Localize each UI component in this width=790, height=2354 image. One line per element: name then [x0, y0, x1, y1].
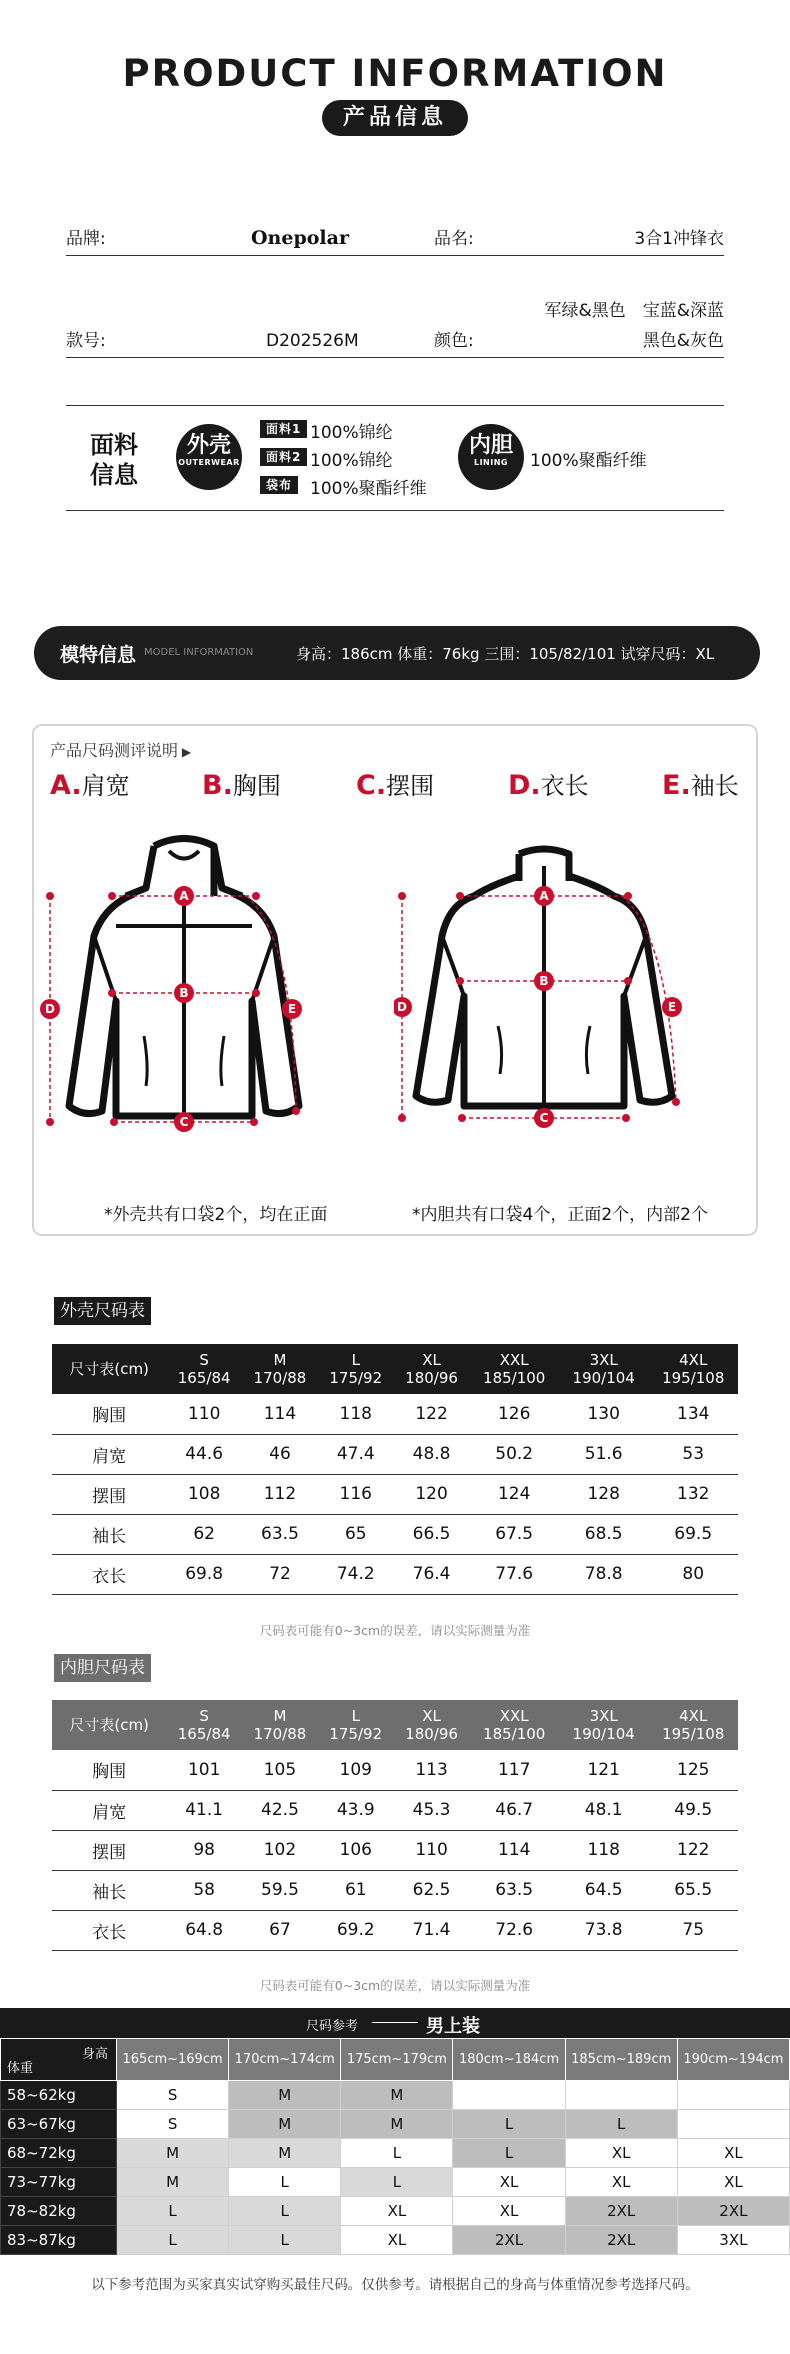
ref-size-cell: L — [117, 2226, 229, 2255]
outer-table-cell: 47.4 — [318, 1434, 394, 1474]
outer-table-cell: 44.6 — [166, 1434, 242, 1474]
ref-height-col: 165cm~169cm — [117, 2039, 229, 2081]
ref-size-cell — [565, 2081, 677, 2110]
outer-table-cell: 74.2 — [318, 1554, 394, 1594]
outer-table-cell: 67.5 — [469, 1514, 559, 1554]
ref-height-col: 185cm~189cm — [565, 2039, 677, 2081]
outer-table-row — [52, 1554, 738, 1594]
ref-size-cell: 3XL — [677, 2226, 789, 2255]
color-label: 颜色: — [434, 331, 474, 351]
name-value: 3合1冲锋衣 — [634, 229, 724, 249]
ref-height-col: 170cm~174cm — [229, 2039, 341, 2081]
page-title: PRODUCT INFORMATION — [122, 52, 668, 95]
outer-table-cell: 128 — [559, 1474, 649, 1514]
ref-height-col: 175cm~179cm — [341, 2039, 453, 2081]
outer-head-label: 尺寸表(cm) — [52, 1344, 166, 1394]
inner-table-cell: 110 — [394, 1830, 470, 1870]
outer-table-cell: 69.5 — [648, 1514, 738, 1554]
inner-table-row-label: 摆围 — [52, 1830, 166, 1870]
measure-label-a: A.肩宽 — [50, 770, 130, 801]
outer-table-cell: 48.8 — [394, 1434, 470, 1474]
inner-table-row — [52, 1870, 738, 1910]
ref-size-cell: M — [229, 2110, 341, 2139]
model-label: 模特信息 — [60, 644, 137, 666]
inner-table-cell: 65.5 — [648, 1870, 738, 1910]
ref-size-cell: XL — [565, 2168, 677, 2197]
outer-table-note: 尺码表可能有0~3cm的误差，请以实际测量为准 — [259, 1623, 531, 1638]
outer-table-cell: 77.6 — [469, 1554, 559, 1594]
inner-table-row — [52, 1830, 738, 1870]
outer-table-cell: 63.5 — [242, 1514, 318, 1554]
outer-table-row — [52, 1394, 738, 1434]
ref-size-cell: S — [117, 2081, 229, 2110]
ref-size-cell: L — [229, 2197, 341, 2226]
measure-label-e: E.袖长 — [662, 770, 739, 801]
inner-mark-c: C — [539, 1111, 549, 1125]
fabric-text-3: 100%聚酯纤维 — [310, 479, 427, 499]
color-value-line2: 黑色&灰色 — [642, 331, 724, 351]
outer-table-cell: 126 — [469, 1394, 559, 1434]
code-label: 款号: — [66, 331, 106, 351]
inner-table-cell: 61 — [318, 1870, 394, 1910]
outer-table-row — [52, 1514, 738, 1554]
ref-size-cell: M — [229, 2139, 341, 2168]
lining-badge: 内胆 LINING — [458, 424, 524, 490]
outer-table-cell: 116 — [318, 1474, 394, 1514]
outer-head-size: L 175/92 — [318, 1344, 394, 1394]
ref-size-cell: M — [117, 2168, 229, 2197]
inner-table-cell: 69.2 — [318, 1910, 394, 1950]
fabric-tag-3: 袋布 — [260, 476, 298, 494]
ref-weight-label: 73~77kg — [1, 2168, 117, 2197]
inner-head-label: 尺寸表(cm) — [52, 1700, 166, 1750]
inner-table-cell: 43.9 — [318, 1790, 394, 1830]
ref-bar-big: 男上装 — [426, 2016, 480, 2037]
ref-weight-label: 78~82kg — [1, 2197, 117, 2226]
ref-size-cell: XL — [453, 2197, 565, 2226]
inner-table-cell: 45.3 — [394, 1790, 470, 1830]
outer-table-cell: 65 — [318, 1514, 394, 1554]
brand-value: Onepolar — [251, 227, 349, 249]
color-value-line1: 军绿&黑色 宝蓝&深蓝 — [544, 301, 724, 321]
inner-table-cell: 106 — [318, 1830, 394, 1870]
inner-table-cell: 118 — [559, 1830, 649, 1870]
inner-head-size: 4XL 195/108 — [648, 1700, 738, 1750]
model-label-en: MODEL INFORMATION — [144, 647, 254, 658]
ref-size-cell: 2XL — [565, 2226, 677, 2255]
inner-table-cell: 98 — [166, 1830, 242, 1870]
outer-mark-a: A — [179, 889, 189, 903]
ref-size-cell: 2XL — [565, 2197, 677, 2226]
inner-table-tag: 内胆尺码表 — [54, 1654, 151, 1682]
page-subtitle: 产品信息 — [322, 100, 468, 136]
inner-table-cell: 72.6 — [469, 1910, 559, 1950]
inner-table-row-label: 袖长 — [52, 1870, 166, 1910]
inner-table-row-label: 衣长 — [52, 1910, 166, 1950]
ref-size-cell: XL — [677, 2139, 789, 2168]
ref-size-cell: XL — [341, 2197, 453, 2226]
inner-table-cell: 48.1 — [559, 1790, 649, 1830]
ref-weight-label: 63~67kg — [1, 2110, 117, 2139]
ref-size-cell: M — [341, 2081, 453, 2110]
inner-table-cell: 62.5 — [394, 1870, 470, 1910]
ref-height-col: 180cm~184cm — [453, 2039, 565, 2081]
outer-table-cell: 120 — [394, 1474, 470, 1514]
outer-table-cell: 80 — [648, 1554, 738, 1594]
inner-mark-d: D — [397, 1000, 407, 1014]
inner-head-size: M 170/88 — [242, 1700, 318, 1750]
ref-size-cell: L — [117, 2197, 229, 2226]
outer-head-size: 3XL 190/104 — [559, 1344, 649, 1394]
ref-size-cell: L — [229, 2226, 341, 2255]
ref-row — [1, 2226, 790, 2255]
ref-weight-label: 83~87kg — [1, 2226, 117, 2255]
outer-head-size: 4XL 195/108 — [648, 1344, 738, 1394]
outer-table-cell: 69.8 — [166, 1554, 242, 1594]
ref-size-cell: L — [453, 2139, 565, 2168]
outer-jacket-diagram — [34, 826, 394, 1156]
inner-table-cell: 114 — [469, 1830, 559, 1870]
outer-mark-c: C — [179, 1115, 189, 1129]
size-reference-table — [0, 2038, 790, 2255]
inner-table-row-label: 胸围 — [52, 1750, 166, 1790]
inner-table-cell: 122 — [648, 1830, 738, 1870]
ref-size-cell: M — [117, 2139, 229, 2168]
inner-table-row — [52, 1790, 738, 1830]
outer-table-cell: 50.2 — [469, 1434, 559, 1474]
ref-weight-label: 58~62kg — [1, 2081, 117, 2110]
outer-pocket-note: *外壳共有口袋2个，均在正面 — [104, 1205, 328, 1225]
inner-mark-b: B — [539, 974, 549, 988]
outer-table-cell: 134 — [648, 1394, 738, 1434]
measurement-guide — [32, 724, 758, 1236]
ref-weight-label: 68~72kg — [1, 2139, 117, 2168]
outer-table-cell: 132 — [648, 1474, 738, 1514]
ref-size-cell: L — [341, 2168, 453, 2197]
inner-table-cell: 105 — [242, 1750, 318, 1790]
inner-table-cell: 109 — [318, 1750, 394, 1790]
fabric-text-2: 100%锦纶 — [310, 451, 393, 471]
ref-size-cell — [453, 2081, 565, 2110]
inner-table-cell: 64.8 — [166, 1910, 242, 1950]
inner-table-note: 尺码表可能有0~3cm的误差，请以实际测量为准 — [259, 1978, 531, 1993]
outer-head-size: XL 180/96 — [394, 1344, 470, 1394]
inner-table-cell: 41.1 — [166, 1790, 242, 1830]
inner-table-cell: 73.8 — [559, 1910, 649, 1950]
inner-table-cell: 102 — [242, 1830, 318, 1870]
inner-jacket-diagram — [394, 826, 760, 1156]
ref-size-cell: XL — [565, 2139, 677, 2168]
inner-table-cell: 67 — [242, 1910, 318, 1950]
outer-measure-lines — [50, 896, 296, 1122]
ref-row — [1, 2081, 790, 2110]
inner-head-size: S 165/84 — [166, 1700, 242, 1750]
outer-table-cell: 76.4 — [394, 1554, 470, 1594]
outer-table-tag: 外壳尺码表 — [54, 1297, 151, 1325]
ref-size-cell: L — [229, 2168, 341, 2197]
ref-size-cell: XL — [677, 2168, 789, 2197]
outer-table-row-label: 衣长 — [52, 1554, 166, 1594]
inner-head-size: XXL 185/100 — [469, 1700, 559, 1750]
inner-table-cell: 125 — [648, 1750, 738, 1790]
inner-table-row-label: 肩宽 — [52, 1790, 166, 1830]
outer-head-size: S 165/84 — [166, 1344, 242, 1394]
model-info-bar — [34, 626, 760, 680]
outer-mark-e: E — [287, 1002, 297, 1016]
inner-table-row — [52, 1750, 738, 1790]
outer-table-cell: 53 — [648, 1434, 738, 1474]
outer-table-cell: 122 — [394, 1394, 470, 1434]
info-row-brand — [66, 216, 724, 256]
outer-table-cell: 118 — [318, 1394, 394, 1434]
ref-size-cell: 2XL — [453, 2226, 565, 2255]
ref-row — [1, 2197, 790, 2226]
measure-label-d: D.衣长 — [508, 770, 589, 801]
fabric-tag-1: 面料1 — [260, 420, 307, 438]
inner-table-cell: 75 — [648, 1910, 738, 1950]
ref-size-cell: 2XL — [677, 2197, 789, 2226]
info-row-code — [66, 296, 724, 358]
outer-table-cell: 46 — [242, 1434, 318, 1474]
code-value: D202526M — [266, 331, 359, 351]
ref-size-cell: L — [453, 2110, 565, 2139]
outerwear-badge: 外壳 OUTERWEAR — [176, 424, 242, 490]
inner-mark-a: A — [539, 889, 549, 903]
measure-label-c: C.摆围 — [356, 770, 435, 801]
model-details: 身高：186cm 体重：76kg 三围：105/82/101 试穿尺码：XL — [296, 645, 715, 663]
outer-table-cell: 130 — [559, 1394, 649, 1434]
outer-table-row — [52, 1474, 738, 1514]
inner-table-cell: 58 — [166, 1870, 242, 1910]
inner-table-cell: 49.5 — [648, 1790, 738, 1830]
fabric-tag-2: 面料2 — [260, 448, 307, 466]
ref-height-col: 190cm~194cm — [677, 2039, 789, 2081]
ref-size-cell: S — [117, 2110, 229, 2139]
outer-table-cell: 124 — [469, 1474, 559, 1514]
ref-row — [1, 2168, 790, 2197]
outer-head-size: M 170/88 — [242, 1344, 318, 1394]
inner-table-cell: 117 — [469, 1750, 559, 1790]
inner-size-table — [52, 1700, 738, 1951]
inner-head-size: L 175/92 — [318, 1700, 394, 1750]
inner-table-cell: 46.7 — [469, 1790, 559, 1830]
size-reference-bar — [0, 2008, 790, 2038]
ref-corner: 身高 体重 — [1, 2039, 117, 2081]
outer-head-size: XXL 185/100 — [469, 1344, 559, 1394]
inner-table-cell: 63.5 — [469, 1870, 559, 1910]
ref-size-cell: M — [229, 2081, 341, 2110]
inner-table-cell: 59.5 — [242, 1870, 318, 1910]
outer-size-table — [52, 1344, 738, 1595]
ref-size-cell: M — [341, 2110, 453, 2139]
name-label: 品名: — [434, 229, 474, 249]
outer-mark-b: B — [179, 986, 189, 1000]
outer-table-row — [52, 1434, 738, 1474]
inner-table-cell: 64.5 — [559, 1870, 649, 1910]
outer-table-cell: 72 — [242, 1554, 318, 1594]
ref-bar-divider — [372, 2022, 418, 2023]
ref-size-cell: L — [565, 2110, 677, 2139]
outer-table-row-label: 胸围 — [52, 1394, 166, 1434]
outer-table-cell: 66.5 — [394, 1514, 470, 1554]
ref-size-cell — [677, 2081, 789, 2110]
inner-table-cell: 121 — [559, 1750, 649, 1790]
outer-table-cell: 112 — [242, 1474, 318, 1514]
ref-size-cell: XL — [341, 2226, 453, 2255]
inner-table-cell: 42.5 — [242, 1790, 318, 1830]
inner-table-cell: 113 — [394, 1750, 470, 1790]
ref-footnote: 以下参考范围为买家真实试穿购买最佳尺码。仅供参考。请根据自己的身高与体重情况参考选择尺码。 — [91, 2277, 699, 2293]
inner-pocket-note: *内胆共有口袋4个，正面2个，内部2个 — [412, 1205, 708, 1225]
outer-table-row-label: 肩宽 — [52, 1434, 166, 1474]
brand-label: 品牌: — [66, 229, 106, 249]
outer-table-cell: 110 — [166, 1394, 242, 1434]
fabric-text-1: 100%锦纶 — [310, 423, 393, 443]
lining-text: 100%聚酯纤维 — [530, 451, 647, 471]
outer-table-cell: 108 — [166, 1474, 242, 1514]
ref-size-cell: L — [341, 2139, 453, 2168]
ref-row — [1, 2139, 790, 2168]
measure-title: 产品尺码测评说明 ▶ — [50, 741, 192, 760]
measure-label-b: B.胸围 — [202, 770, 281, 801]
fabric-info — [66, 405, 724, 511]
outer-table-cell: 78.8 — [559, 1554, 649, 1594]
inner-mark-e: E — [667, 1000, 677, 1014]
inner-head-size: XL 180/96 — [394, 1700, 470, 1750]
outer-table-row-label: 摆围 — [52, 1474, 166, 1514]
fabric-title: 面料 信息 — [90, 431, 138, 489]
ref-size-cell: XL — [453, 2168, 565, 2197]
outer-table-row-label: 袖长 — [52, 1514, 166, 1554]
inner-head-size: 3XL 190/104 — [559, 1700, 649, 1750]
outer-table-cell: 68.5 — [559, 1514, 649, 1554]
inner-table-cell: 71.4 — [394, 1910, 470, 1950]
outer-table-cell: 62 — [166, 1514, 242, 1554]
outer-table-cell: 114 — [242, 1394, 318, 1434]
ref-row — [1, 2110, 790, 2139]
outer-mark-d: D — [45, 1002, 55, 1016]
outer-jacket-icon — [69, 839, 299, 1117]
ref-bar-small: 尺码参考 — [306, 2019, 359, 2034]
inner-table-row — [52, 1910, 738, 1950]
inner-table-cell: 101 — [166, 1750, 242, 1790]
outer-table-cell: 51.6 — [559, 1434, 649, 1474]
ref-size-cell — [677, 2110, 789, 2139]
